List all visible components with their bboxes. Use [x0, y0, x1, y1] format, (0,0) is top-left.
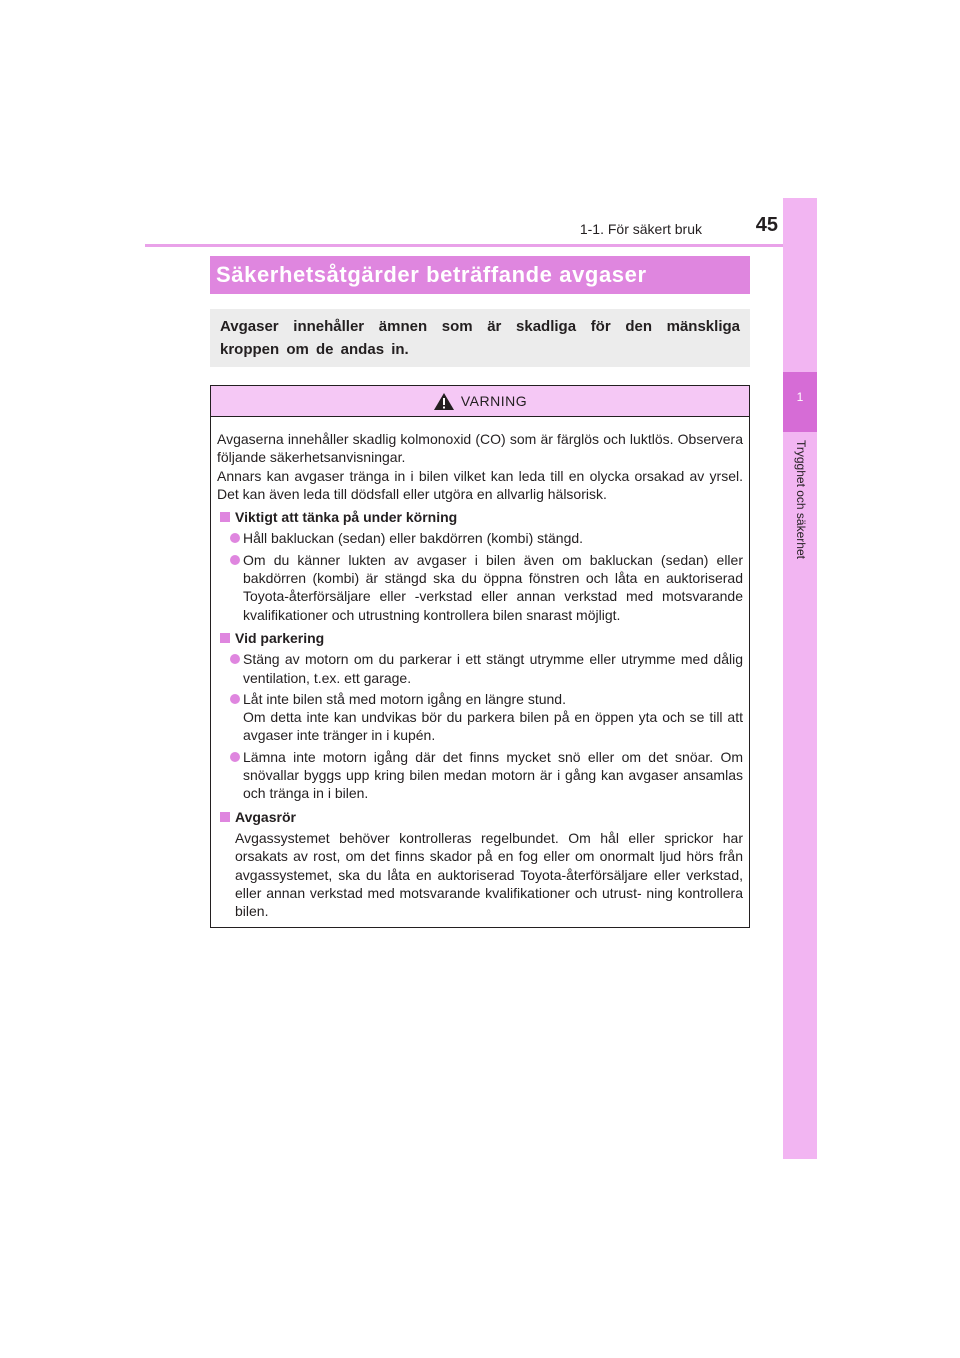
list-item: Stäng av motorn om du parkerar i ett stängt utrymme eller utrymme med dålig ventilation, t.ex. ett garage.: [217, 650, 743, 687]
warning-triangle-icon: [433, 392, 455, 411]
square-bullet-icon: [220, 812, 230, 822]
square-bullet-icon: [220, 633, 230, 643]
page-number: 45: [755, 214, 778, 236]
round-bullet-icon: [230, 694, 240, 704]
warning-box: [210, 385, 750, 928]
list-item-continuation: Om detta inte kan undvikas bör du parkera bilen på en öppen yta och se till att avgaser inte tränger in i kupén.: [243, 709, 743, 744]
chapter-side-tab: [783, 198, 817, 1159]
subheading-exhaust-pipe: Avgasrör: [217, 808, 743, 826]
chapter-number: 1: [796, 390, 804, 404]
warning-body: [211, 417, 749, 920]
section-reference: 1-1. För säkert bruk: [579, 221, 702, 237]
round-bullet-icon: [230, 654, 240, 664]
square-bullet-icon: [220, 512, 230, 522]
warning-label: VARNING: [460, 393, 528, 409]
list-item: Låt inte bilen stå med motorn igång en längre stund. Om detta inte kan undvikas bör du parkera bilen på en öppen yta och se till att avgaser inte tränger in i kupén.: [217, 690, 743, 745]
round-bullet-icon: [230, 555, 240, 565]
list-item: Håll bakluckan (sedan) eller bakdörren (kombi) stängd.: [217, 529, 743, 547]
page-title: Säkerhetsåtgärder beträffande avgaser: [210, 256, 750, 294]
chapter-title: Trygghet och säkerhet: [794, 440, 808, 559]
round-bullet-icon: [230, 533, 240, 543]
header-rule: [145, 244, 817, 247]
subheading-driving: Viktigt att tänka på under körning: [217, 508, 743, 526]
list-item: Lämna inte motorn igång där det finns mycket snö eller om det snöar. Om snövallar byggs upp kring bilen medan motorn är i gång kan avgaser ansamlas och tränga in i bilen.: [217, 748, 743, 803]
list-item: Om du känner lukten av avgaser i bilen även om bakluckan (sedan) eller bakdörren (kombi) är stängd ska du öppna fönstren och låta en auktoriserad Toyota-återförsäljare eller -verkstad eller annan verkstad med motsvarande kvalifikationer och utrustning kontrollera bilen snarast möjligt.: [217, 551, 743, 624]
round-bullet-icon: [230, 752, 240, 762]
warning-paragraph-1: Avgaserna innehåller skadlig kolmonoxid (CO) som är färglös och luktlös. Observera följande säkerhetsanvisningar.: [217, 431, 743, 466]
intro-text: Avgaser innehåller ämnen som är skadliga för den mänskliga kroppen om de andas in.: [220, 318, 740, 358]
exhaust-pipe-text: Avgassystemet behöver kontrolleras regelbundet. Om hål eller sprickor har orsakats av rost, om det finns skador på en fog eller om onormalt ljud hörs från avgassystemet, ska du låta en auktoriserad Toyota-återförsäljare eller verkstad, eller annan verkstad med motsvarande kvalifikationer och utrust- ning kontrollera bilen.: [235, 829, 743, 920]
subheading-parking: Vid parkering: [217, 629, 743, 647]
warning-header: [211, 386, 749, 417]
intro-box: [210, 309, 750, 367]
warning-paragraph-2: Annars kan avgaser tränga in i bilen vilket kan leda till en olycka orsakad av yrsel. Det kan även leda till dödsfall eller utgöra en allvarlig hälsorisk.: [217, 467, 743, 502]
